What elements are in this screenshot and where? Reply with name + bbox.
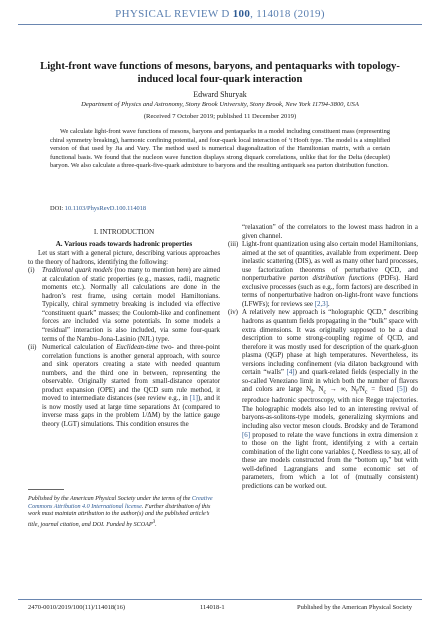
subscript: f [356,389,358,396]
item-text: ), and it is now mostly used at large time separations Δτ (compared to inverse mass gaps in the problem 1/ΔM) by the lattice gauge theory (LGT) simulations. This condition ensures the [42,395,220,429]
item-text: = fixed [367,386,397,394]
footnote-rule [28,489,64,490]
item-emphasis: Traditional quark models [42,267,113,275]
item-text: . [327,300,330,308]
subscript: c [364,389,368,396]
doi-label: DOI: [50,205,64,212]
continued-text: “relaxation” of the correlators to the lowest mass hadron in a given channel. [242,224,418,240]
item-text: Light-front quantization using also certain model Hamiltonians, aimed at the set of quantities, available from experiment. Deep inelastic scattering (DIS), as well as many other hard processes, use factorization theorems of perturbative QCD, and nonperturbative [242,241,418,283]
header-rule [18,24,422,25]
section-heading: I. INTRODUCTION [93,228,155,236]
author-affiliation: Department of Physics and Astronomy, Stony Brook University, Stony Brook, New York 11794-3800, USA [81,101,359,108]
citation-link[interactable]: [4] [286,369,295,377]
item-text: ) and quark-related fields (especially in the so-called Veneziano limit in which both the number of flavors and colors are large N [242,369,418,394]
doi-line [50,205,146,212]
citation-link[interactable]: [5] [396,386,405,394]
intro-paragraph: Let us start with a general picture, describing various approaches to the theory of hadrons, identifying the following: [28,250,220,266]
item-text: , N [313,386,324,394]
footnote-superscript: 3 [152,519,156,526]
footnote-text: . [155,522,157,529]
item-text: (PDFs). Hard exclusive processes (such as e.g., form factors) are described in terms of nonperturbative hadron on-light-front wave functions (LFWFs); for reviews see [242,275,418,308]
item-emphasis: Euclidean-time [116,344,159,352]
abstract: We calculate light-front wave functions of mesons, baryons and pentaquarks in a model including constituent mass (representing chiral symmetry breaking), harmonic confining potential, and four-quark local interaction of ’t Hooft type. The model is a simplified version of that used by Jia and Vary. The method used is numerical diagonalization of the Hamiltonian matrix, with a certain functional basis. We found that the nucleon wave function displays strong diquark correlations, unlike that for the Delta (decuplet) baryon. We also calculate a three-quark-five-quark admixture to baryons and the resulting antiquark sea parton distribution function. [50,128,390,170]
subscript: f [311,389,314,396]
footnote-text: . Further distribution of this work must maintain attribution to the author(s) and the published article’s title, journal citation, and DOI. Funded by SCOAP [28,503,211,529]
item-text: → ∞, N [326,386,357,394]
item-label: (iii) [228,241,239,249]
item-label: (iv) [228,309,238,317]
item-text: two- and three-point correlation functions is another general approach, with source and sink operators creating a state with needed quantum numbers, and the third one in between, representing the observable. Originally started from small-distance operator product expansion (OPE) and the QCD sum rule method, it moved to intermediate distances (see review e.g., in [42,344,220,403]
item-emphasis: parton distribution functions [289,275,375,283]
subscript: c [323,389,327,396]
citation-link[interactable]: [1] [189,395,198,403]
list-item-iv [228,309,418,491]
license-link[interactable]: Creative Commons Attribution 4.0 International license [28,496,213,510]
item-text: /N [357,386,365,394]
footer-publisher: Published by the American Physical Society [297,604,412,611]
doi-link[interactable]: 10.1103/PhysRevD.100.114018 [64,205,147,212]
list-item-ii [28,344,220,429]
license-footnote [28,496,220,530]
journal-header: PHYSICAL REVIEW D 100, 114018 (2019) [115,8,325,20]
item-label: (i) [28,267,35,275]
journal-volume: 100 [232,8,251,20]
left-column [28,224,220,430]
list-item-i [28,267,220,344]
footer-rule [18,599,422,600]
citation-link[interactable]: [6] [242,431,251,439]
item-text: Numerical calculation of [42,344,117,352]
received-date: (Received 7 October 2019; published 11 December 2019) [143,113,297,120]
footnote-text: Published by the American Physical Society under the terms of the [28,496,192,502]
citation-link[interactable]: [2,3] [314,300,328,308]
author-name: Edward Shuryak [193,90,247,99]
item-text: ) do reproduce hadronic spectroscopy, with nice Regge trajectories. The holographic models also led to an interesting revival of baryons-as-solitons-type models, generalizing skyrmions and including also vector meson clouds. Brodsky and de Teramond [242,386,418,430]
right-column [228,224,418,491]
list-item-iii [228,241,418,309]
article-number: 114018 (2019) [256,8,325,20]
item-label: (ii) [28,344,37,352]
item-text: (too many to mention here) are aimed at calculation of static properties (e.g., masses, radii, magnetic moments etc.). Normally all calculations are done in the hadron’s rest frame, using certain model Hamiltonians. Typically, chiral symmetry breaking is included via effective “constituent quark” masses; the Coulomb-like and confinement forces are included via some potentials. In some models a “residual” interaction is also included, via some four-quark terms of the Nambu–Jona-Lasinio (NJL) type. [42,267,221,343]
footer-issn: 2470-0010/2019/100(11)/114018(16) [28,604,126,611]
journal-name: PHYSICAL REVIEW D [115,8,230,20]
subsection-heading: A. Various roads towards hadronic properties [55,239,193,248]
item-text: proposed to relate the wave functions in extra dimension z to those on the light front, identifying z with a certain combination of the light cone variables ζ. Needless to say, all of these are models constructed from the “bottom up,” but with well-defined Lagrangians and some economic set of parameters, from which a lot of (mutually consistent) predictions can be worked out. [242,431,418,490]
footer-page-number: 114018-1 [200,604,225,611]
paper-title: Light-front wave functions of mesons, baryons, and pentaquarks with topology-induced local four-quark interaction [40,61,400,85]
item-text: A relatively new approach is “holographic QCD,” describing hadrons as quantum fields propagating in the “bulk” space with extra dimensions. It was originally supposed to be a dual description to some strong-coupling regime of QCD, and therefore it was mostly used for description of the quark-gluon plasma (QGP) phase at high temperatures. Nevertheless, its versions including confinement (via dilaton background with certain “walls” [242,309,418,377]
